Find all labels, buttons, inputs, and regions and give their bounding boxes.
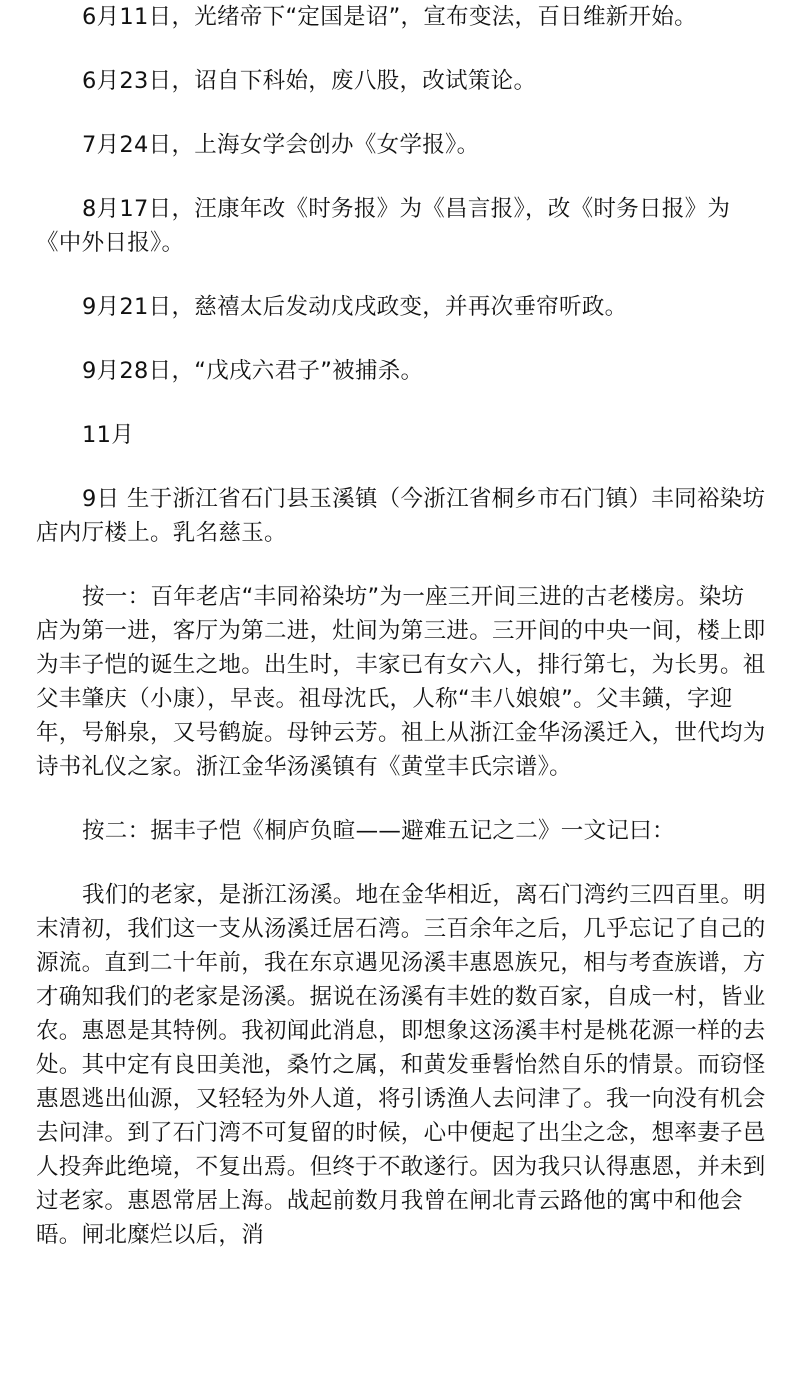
paragraph-jun-23: 6月23日，诏自下科始，废八股，改试策论。 bbox=[82, 68, 537, 94]
paragraph-note-one: 按一：百年老店“丰同裕染坊”为一座三开间三进的古老楼房。染坊店为第一进，客厅为第二进，灶间为第三进。三开间的中央一间，楼上即为丰子恺的诞生之地。出生时，丰家已有女六人，排行第七，为长男。祖父丰肇庆（小康），早丧。祖母沈氏，人称“丰八娘娘”。父丰鐄，字迎年，号斛泉，又号鹤旋。母钟云芳。祖上从浙江金华汤溪迁入，世代均为诗书礼仪之家。浙江金华汤溪镇有《黄堂丰氏宗谱》。 bbox=[36, 584, 766, 780]
paragraph-note-two: 按二：据丰子恺《桐庐负暄——避难五记之二》一文记曰： bbox=[82, 818, 675, 844]
document-page bbox=[36, 0, 766, 1252]
paragraph-aug-17: 8月17日，汪康年改《时务报》为《昌言报》，改《时务日报》为《中外日报》。 bbox=[36, 196, 731, 256]
paragraph-quote: 我们的老家，是浙江汤溪。地在金华相近，离石门湾约三四百里。明末清初，我们这一支从汤溪迁居石湾。三百余年之后，几乎忘记了自己的源流。直到二十年前，我在东京遇见汤溪丰惠恩族兄，相与考查族谱，方才确知我们的老家是汤溪。据说在汤溪有丰姓的数百家，自成一村，皆业农。惠恩是其特例。我初闻此消息，即想象这汤溪丰村是桃花源一样的去处。其中定有良田美池，桑竹之属，和黄发垂髫怡然自乐的情景。而窃怪惠恩逃出仙源，又轻轻为外人道，将引诱渔人去问津了。我一向没有机会去问津。到了石门湾不可复留的时候，心中便起了出尘之念，想率妻子邑人投奔此绝境，不复出焉。但终于不敢遂行。因为我只认得惠恩，并未到过老家。惠恩常居上海。战起前数月我曾在闸北青云路他的寓中和他会晤。闸北糜烂以后，消 bbox=[36, 882, 767, 1248]
paragraph-november: 11月 bbox=[82, 422, 135, 448]
paragraph-sep-28: 9月28日，“戊戌六君子”被捕杀。 bbox=[82, 358, 424, 384]
paragraph-birth: 9日 生于浙江省石门县玉溪镇（今浙江省桐乡市石门镇）丰同裕染坊店内厅楼上。乳名慈玉。 bbox=[36, 486, 766, 546]
paragraph-jun-11: 6月11日，光绪帝下“定国是诏”，宣布变法，百日维新开始。 bbox=[82, 4, 697, 30]
paragraph-jul-24: 7月24日，上海女学会创办《女学报》。 bbox=[82, 132, 480, 158]
paragraph-sep-21: 9月21日，慈禧太后发动戊戌政变，并再次垂帘听政。 bbox=[82, 294, 628, 320]
